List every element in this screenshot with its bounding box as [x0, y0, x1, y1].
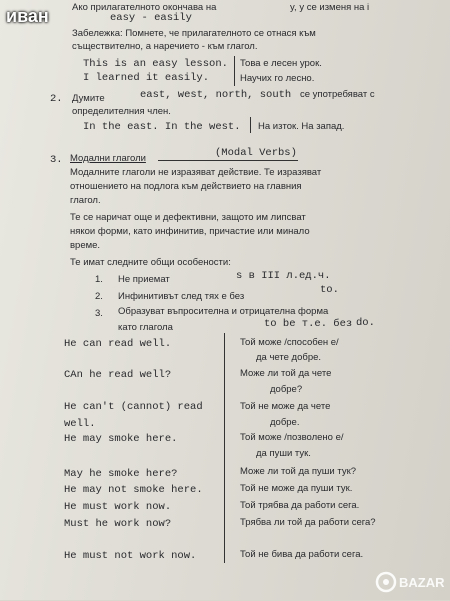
example2-bg: Научих го лесно. [240, 73, 315, 84]
example-bg-4a: Той може /позволено е/ [240, 432, 344, 443]
feature3-number: 3. [95, 308, 103, 319]
header-line1: Ако прилагателното окончава на [72, 2, 217, 13]
example-en-1: He can read well. [64, 338, 172, 350]
title-underline [158, 160, 298, 161]
section3-p3: глагол. [70, 195, 101, 206]
example-en-4: He may smoke here. [64, 433, 178, 445]
section3-p6: време. [70, 240, 101, 251]
section2-words: east, west, north, south [140, 89, 292, 101]
header-line1-right: y, у се изменя на i [290, 2, 370, 13]
section3-title-en: (Modal Verbs) [215, 147, 297, 159]
note-line2: съществително, а наречието - към глагол. [72, 41, 258, 52]
example1-en: This is an easy lesson. [83, 58, 228, 70]
feature1-number: 1. [95, 274, 103, 285]
feature3-text2: като глагола [118, 322, 173, 333]
section3-p7: Те имат следните общи особености: [70, 257, 231, 268]
example-bg-8: Трябва ли той да работи сега? [240, 517, 376, 528]
feature3-extra: to be т.е. без [264, 318, 353, 330]
example-en-6: He may not smoke here. [64, 484, 203, 496]
example-en-9: He must not work now. [64, 550, 197, 562]
example-bg-7: Той трябва да работи сега. [240, 500, 360, 511]
examples-divider [224, 333, 225, 563]
section2-example-en: In the east. In the west. [83, 121, 241, 133]
section2-example-bg: На изток. На запад. [258, 121, 345, 132]
example-bg-6: Той не може да пуши тук. [240, 483, 353, 494]
header-line2: easy - easily [110, 12, 192, 24]
feature2-number: 2. [95, 291, 103, 302]
example-bg-2b: добре? [270, 384, 303, 395]
section3-p1: Модалните глаголи не изразяват действие. Те изразяват [70, 167, 322, 178]
section3-p5: някои форми, като инфинитив, причастие или минало [70, 226, 310, 237]
feature2-extra: to. [320, 284, 339, 296]
example-bg-2a: Може ли той да чете [240, 368, 332, 379]
example-bg-3b: добре. [270, 417, 300, 428]
example-bg-1a: Той може /способен е/ [240, 337, 339, 348]
feature3-text: Образуват въпросителна и отрицателна форма [118, 306, 329, 317]
section3-number: 3. [50, 154, 63, 166]
example-en-7: He must work now. [64, 501, 172, 513]
example-bg-5: Може ли той да пуши тук? [240, 466, 357, 477]
section2-divider [250, 117, 251, 133]
example-en-3b: well. [64, 418, 96, 430]
example-en-3: He can't (cannot) read [64, 401, 203, 413]
example2-en: I learned it easily. [83, 72, 210, 84]
example-en-8: Must he work now? [64, 518, 172, 530]
section3-p4: Те се наричат още и дефективни, защото им липсват [70, 212, 306, 223]
feature1-text: Не приемат [118, 274, 170, 285]
svg-text:BAZAR: BAZAR [399, 575, 444, 590]
example-bg-3a: Той не може да чете [240, 401, 331, 412]
watermark-label: иван [6, 6, 49, 26]
note-line1: Забележка: Помнете, че прилагателното се отнася към [72, 28, 316, 39]
example-en-2: CAn he read well? [64, 369, 172, 381]
feature2-text: Инфинитивът след тях е без [118, 291, 245, 302]
example-en-5: May he smoke here? [64, 468, 178, 480]
example1-bg: Това е лесен урок. [240, 58, 322, 69]
feature1-extra: s в III л.ед.ч. [236, 270, 331, 282]
section2-line2: определителния член. [72, 106, 171, 117]
section2-number: 2. [50, 93, 63, 105]
example-bg-4b: да пуши тук. [256, 448, 311, 459]
section3-title: Модални глаголи [70, 153, 146, 164]
bazar-logo-icon [374, 568, 444, 596]
example-bg-1b: да чете добре. [256, 352, 322, 363]
example-divider [234, 56, 235, 86]
example-bg-9: Той не бива да работи сега. [240, 549, 364, 560]
section2-line1-a: Думите [72, 93, 105, 104]
section2-line1-b: се употребяват с [300, 89, 375, 100]
feature3-extra2: do. [356, 317, 375, 329]
section3-p2: отношението на подлога към действието на главния [70, 181, 302, 192]
